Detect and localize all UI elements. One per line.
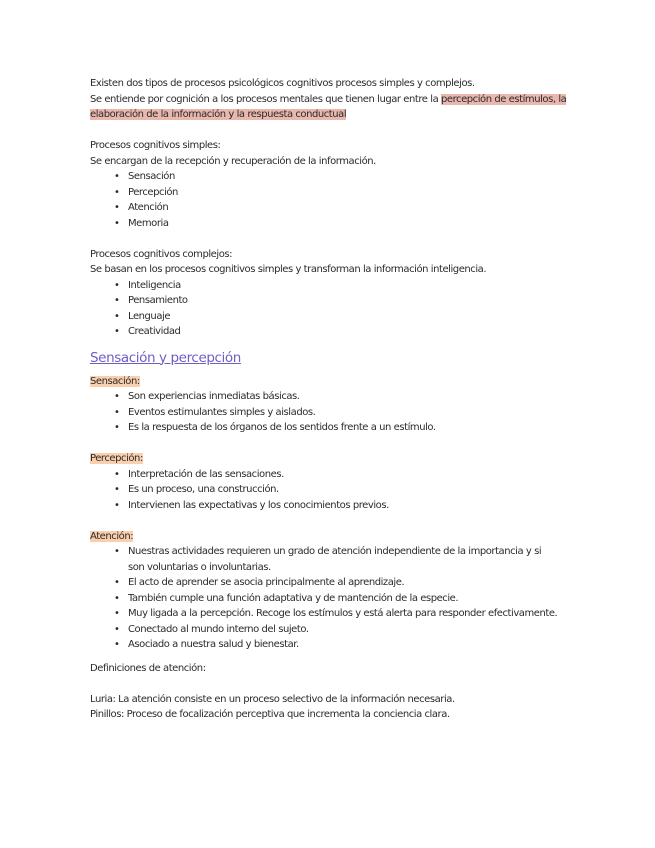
list-item: • Memoria <box>128 216 595 232</box>
list-item: • Creatividad <box>128 324 595 340</box>
list-item: • Percepción <box>128 185 595 201</box>
complejos-list <box>90 278 595 340</box>
atencion-title-line <box>90 529 595 545</box>
list-item: • Inteligencia <box>128 278 595 294</box>
atencion-title: Atención: <box>90 530 134 542</box>
percepcion-title: Percepción: <box>90 453 143 464</box>
list-item: • Asociado a nuestra salud y bienestar. <box>128 637 595 653</box>
section-heading: Sensación y percepción <box>90 349 241 366</box>
simples-title: Procesos cognitivos simples: <box>90 140 221 151</box>
complejos-description: Se basan en los procesos cognitivos simples y transforman la información inteligencia. <box>90 264 487 275</box>
intro-line-2 <box>90 92 595 108</box>
atencion-list <box>90 544 595 653</box>
list-item: • Es un proceso, una construcción. <box>128 482 595 498</box>
list-item: • Conectado al mundo interno del sujeto. <box>128 622 595 638</box>
definiciones-title: Definiciones de atención: <box>90 662 206 674</box>
percepcion-title-line <box>90 451 595 467</box>
list-item: • Sensación <box>128 169 595 185</box>
list-item: • Atención <box>128 200 595 216</box>
list-item: • Intervienen las expectativas y los conocimientos previos. <box>128 498 595 514</box>
list-item: • Muy ligada a la percepción. Recoge los estímulos y está alerta para responder efectivamente. <box>128 606 595 622</box>
definicion-luria: Luria: La atención consiste en un proceso selectivo de la información necesaria. <box>90 693 455 705</box>
sensacion-title: Sensación: <box>90 375 140 387</box>
list-item: • También cumple una función adaptativa y de mantención de la especie. <box>128 591 595 607</box>
sensacion-title-line <box>90 374 595 390</box>
list-item: • Eventos estimulantes simples y aislados. <box>128 405 595 421</box>
intro-line-3 <box>90 107 595 123</box>
list-item: • Pensamiento <box>128 293 595 309</box>
simples-list <box>90 169 595 231</box>
list-item: • Nuestras actividades requieren un grado de atención independiente de la importancia y si son voluntarias o involuntarias. <box>128 544 560 575</box>
definicion-pinillos: Pinillos: Proceso de focalización perceptiva que incrementa la conciencia clara. <box>90 709 450 720</box>
percepcion-list <box>90 467 595 514</box>
simples-description: Se encargan de la recepción y recuperación de la información. <box>90 155 376 167</box>
list-item: • Son experiencias inmediatas básicas. <box>128 389 595 405</box>
list-item: • Interpretación de las sensaciones. <box>128 467 595 483</box>
highlight-perception: percepción de estímulos, la <box>440 93 567 105</box>
intro-line-2-text: Se entiende por cognición a los procesos mentales que tienen lugar entre la <box>90 93 441 105</box>
list-item: • Lenguaje <box>128 309 595 325</box>
list-item: • El acto de aprender se asocia principalmente al aprendizaje. <box>128 575 595 591</box>
highlight-elaboration: elaboración de la información y la respuesta conductual <box>90 109 347 120</box>
intro-line-1: Existen dos tipos de procesos psicológicos cognitivos procesos simples y complejos. <box>90 78 475 89</box>
list-item: • Es la respuesta de los órganos de los sentidos frente a un estímulo. <box>128 420 595 436</box>
complejos-title: Procesos cognitivos complejos: <box>90 248 233 260</box>
sensacion-list <box>90 389 595 436</box>
